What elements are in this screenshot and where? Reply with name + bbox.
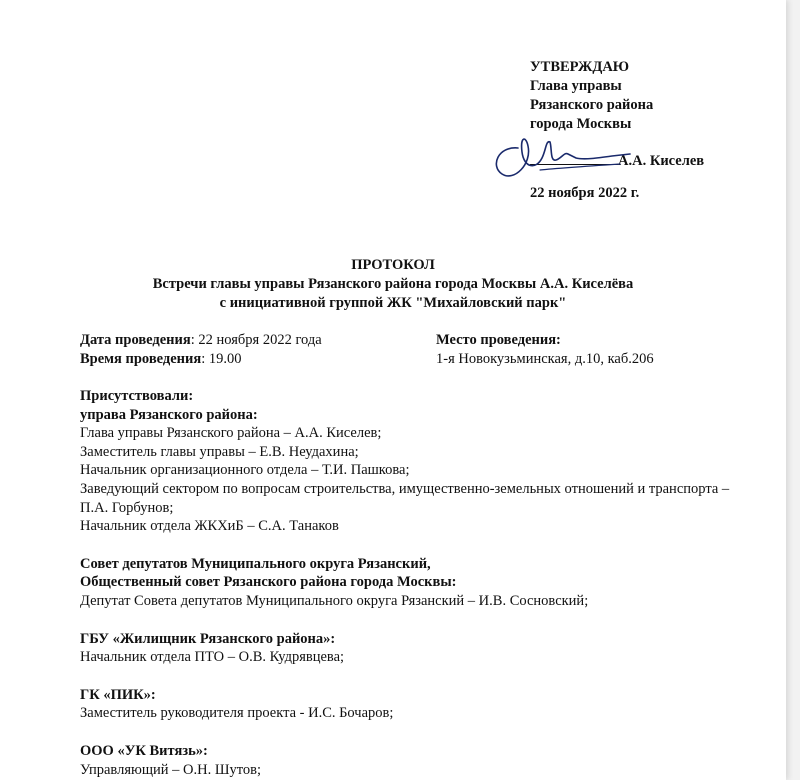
attendee-member: Начальник отдела ПТО – О.В. Кудрявцева; — [80, 649, 345, 666]
approval-date: 22 ноября 2022 г. — [530, 185, 640, 201]
approval-position-line2: Рязанского района — [530, 97, 654, 113]
date-label: Дата проведения — [80, 332, 191, 348]
approval-position-line1: Глава управы — [530, 78, 622, 94]
attendee-member: Депутат Совета депутатов Муниципального округа Рязанский – И.В. Сосновский; — [80, 592, 589, 609]
attendees-heading: Присутствовали: — [80, 388, 194, 404]
meta-date — [80, 331, 322, 350]
meta-time — [80, 350, 322, 369]
protocol-title-line1: Встречи главы управы Рязанского района города Москвы А.А. Киселёва — [152, 276, 634, 292]
attendee-org: ГБУ «Жилищник Рязанского района»: — [80, 630, 336, 647]
protocol-title-block — [0, 256, 786, 313]
attendee-member: Начальник организационного отдела – Т.И. Пашкова; — [80, 462, 410, 479]
attendee-member: Заместитель руководителя проекта - И.С. Бочаров; — [80, 705, 394, 722]
attendee-member: Управляющий – О.Н. Шутов; — [80, 761, 261, 778]
attendee-org-secondary: Общественный совет Рязанского района города Москвы: — [80, 574, 457, 591]
attendee-member: Начальник отдела ЖКХиБ – С.А. Танаков — [80, 518, 339, 535]
date-value: : 22 ноября 2022 года — [190, 332, 322, 348]
handwritten-signature — [480, 118, 650, 188]
attendee-org: ГК «ПИК»: — [80, 686, 156, 703]
attendee-member: Глава управы Рязанского района – А.А. Киселев; — [80, 425, 382, 442]
approval-heading: УТВЕРЖДАЮ — [530, 59, 630, 75]
time-label: Время проведения — [80, 351, 202, 367]
attendee-org: Совет депутатов Муниципального округа Рязанский, — [80, 555, 431, 572]
meta-place — [436, 331, 654, 369]
protocol-heading: ПРОТОКОЛ — [351, 257, 435, 273]
attendee-member: Заведующий сектором по вопросам строительства, имущественно-земельных отношений и транспорта – П.А. Горбунов; — [80, 480, 730, 516]
protocol-title-line2: с инициативной группой ЖК "Михайловский парк" — [219, 295, 567, 311]
time-value: : 19.00 — [201, 351, 242, 367]
meta-date-time — [80, 331, 322, 369]
approval-signer: А.А. Киселев — [618, 153, 705, 169]
attendee-org: управа Рязанского района: — [80, 406, 258, 423]
attendee-org: ООО «УК Витязь»: — [80, 742, 208, 759]
attendees-section — [80, 387, 730, 779]
attendee-member: Заместитель главы управы – Е.В. Неудахина; — [80, 443, 359, 460]
place-value: 1-я Новокузьминская, д.10, каб.206 — [436, 351, 654, 367]
place-label: Место проведения: — [436, 332, 561, 348]
approval-position-line3: города Москвы — [530, 116, 632, 132]
